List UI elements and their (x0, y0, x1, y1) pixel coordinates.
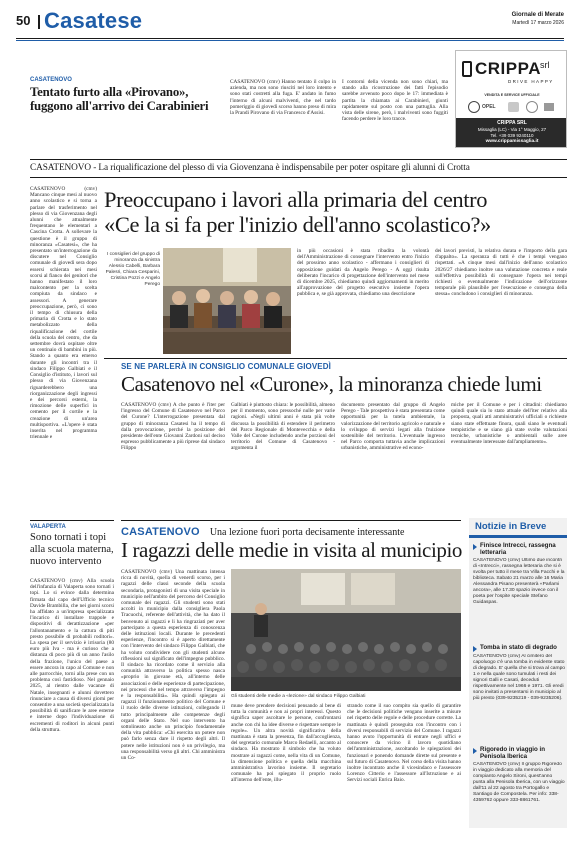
lavori-lead-column (30, 186, 97, 520)
lavori-col4-text: dei lavori previsti, la relativa durata e l'importo della gara d'appalto». La speranza di tutti è che i tempi vengano rispettati. «A cinque mesi dall'inizio dell'anno scolastico 2026/27 chiediamo inoltre una valutazione concreta e reale sull'effettiva possibilità di consegnare l'opera nei tempi richiesti o eventualmente l'indicazione dell'orizzonte temporale più plausibile per l'esecuzione e consegna della stessa» concludono i consiglieri di minoranza. (435, 248, 567, 298)
ad-tagline: DRIVE HAPPY (508, 79, 554, 84)
triangle-bullet-icon (473, 646, 477, 652)
ad-company: CRIPPA SRL (497, 120, 527, 126)
valaperta-rule (30, 520, 114, 521)
brief-item-3-title: Rigoredo in viaggio in Penisola Iberica (480, 746, 545, 761)
lavori-headline-2: «Ce la si fa per l'inizio dell'anno scolastico?» (104, 212, 491, 237)
lavori-col3-text: in più occasioni è stata ribadita la volontà dell'Amministrazione di consegnare l'intervento entro l'inizio del prossimo anno scolastico - affermano i consiglieri di opposizione guidati da Angelo Perego - A oggi risulta deliberato l'incarico di progettazione dell'intervento nel mese di dicembre 2025, chiediamo quindi aggiornamenti in merito all'approvazione del progetto esecutivo insieme l'opera pubblica e, se già approvata, chiediamo una descrizione (297, 248, 429, 298)
lavori-photo-caption (104, 252, 160, 332)
ad-logo: CRIPPA (475, 59, 541, 78)
lavori-caption-text: I consiglieri del gruppo di minoranza da sinistra Alessio Cabelli, Barbara Palesri, Chiara Cesparini, Cristina Pozzi e Angelo Perego (105, 252, 160, 287)
ad-logo-suffix: srl (540, 60, 550, 70)
curone-headline: Casatenovo nel «Curone», la minoranza chiede lumi (121, 372, 542, 396)
brief-item-1-body (473, 558, 565, 636)
lavori-lead-text: CASATENOVO (cmv) Mancano cinque mesi al nuovo anno scolastico e si torna a parlare del trasferimento nel plesso di via Giovenzana degli alunni che attualmente frequentano le elementari a Cascina Crotta. A sollevare la questione è il gruppo di minoranza «Casatesi», che ha presentato un'interrogazione da discutere nel Consiglio comunale di giovedì sera dopo essersi schierata nei mesi scorsi al fianco dei genitori che hanno manifestato il loro malcontento per la scelta compiuta da sindaco e assessori. A generare preoccupazione, però, ci sono il tempo di chiusura della primaria di Crotta e lo stato metabolizzato della riqualificazione del cortile della scuola del centro, che da settembre dovrà ospitare oltre un centinaio di bambini in più. Stando a quanto era emerso durante gli incontri tra il sindaco Filippo Galbiati e il Consiglio d'istituto, i lavori sul plesso di via Giovenzana riguarderebbero una riorganizzazione degli ingressi e dei percorsi esterni, la rimozione delle superfici in cemento per il cortile e la creazione di un'area multisportiva. «L'opere è stata inserita nel programma triennale e (30, 186, 97, 441)
header-rule-accent (16, 40, 564, 41)
curone-rule (104, 358, 567, 359)
curone-col1-text: CASATENOVO (cmv) A che punto è l'iter per l'ingresso del Comune di Casatenovo nel Parco del Curone? L'interrogazione presentata dal gruppo di minoranza Casatesi ha il tempo di dalla provocazione, perché la posizione del presidente dell'ente Giovanni Zardoni sul deciso espresso pubblicamente a più riprese dal sindaco Filippo (121, 402, 225, 452)
ad-address: Missaglia (LC) - Via 1° Maggio, 27 (477, 127, 547, 132)
curone-body-col4 (451, 402, 567, 490)
municipio-photo-image (231, 569, 461, 691)
brief-item-3-body (473, 762, 565, 828)
opel-logo-icon (468, 101, 480, 113)
strip-rule-bottom (30, 177, 567, 178)
lavori-body-col4 (435, 248, 567, 354)
valaperta-kicker: VALAPERTA (30, 524, 66, 530)
furto-body-col1 (230, 79, 336, 149)
brief-item-3 (473, 746, 565, 828)
section-title: Casatese (44, 8, 143, 33)
municipio-body-col1 (121, 569, 225, 829)
municipio-kicker: CASATENOVO (121, 526, 200, 538)
brief-item-3-heading (473, 746, 565, 760)
municipio-subkicker: Una lezione fuori porta decisamente interessante (209, 527, 405, 538)
strip-title: CASATENOVO - La riqualificazione del plesso di via Giovenzana è indispensabile per poter ospitare gli alunni di Crotta (30, 163, 470, 173)
ad-services: VENDITA E SERVICE UFFICIALE (484, 93, 540, 97)
municipio-body-col3 (231, 703, 341, 831)
strip-rule-top (30, 159, 567, 160)
municipio-col3-text: mune deve prendere decisioni pensando al bene di tutta la comunità e non ai propri interessi. Questo significa saper ascoltare le persone, confrontarsi anche con chi ha idee diverse e rispettare sempre le regole». Un altra novità significativa della mattinata è stata la presenza, fin dall'accoglienza, del segretario comunale Marco Redaelli, accanto al sindaco. Ha mostrato il simbolo che ha voluto mostrare ai ragazzi come, nella vita di un Comune, la dimensione politica e quella della macchina amministrativa lavorino insieme. Il segretario comunale ha poi spiegato il proprio ruolo all'interno dell'ente, illu- (231, 703, 341, 784)
brand-logo-2-icon (508, 102, 519, 112)
valaperta-body (30, 578, 114, 828)
curone-kicker: SE NE PARLERÀ IN CONSIGLIO COMUNALE GIOVEDÌ (121, 362, 331, 371)
ad-brand-logos (468, 101, 556, 115)
lavori-photo-image (163, 248, 291, 354)
valaperta-headline: Sono tornati i topi alla scuola materna, nuovo intervento (30, 532, 114, 567)
ad-logo-mark (462, 61, 472, 77)
furto-headline: Tentato furto alla «Pirovano», fuggono all'arrivo dei Carabinieri (30, 85, 209, 113)
brand-logo-3-icon (526, 101, 538, 113)
ad-website[interactable]: www.crippamissaglia.it (485, 139, 539, 144)
brief-title-rule (469, 535, 567, 538)
curone-col3-text: documento presentato dal gruppo di Angelo Perego - Tale prospettiva è stata presentata come opportunità per la tutela ambientale, la valorizzazione del territorio agricolo e naturale e lo sviluppo di servizi legati alla fruizione sostenibile del territorio. L'eventuale ingresso nel Parco comporta tuttavia anche implicazioni urbanistiche, amministrative ed econo- (341, 402, 445, 452)
opel-wordmark: OPEL (482, 104, 496, 110)
brand-logo-4-icon (544, 103, 554, 111)
curone-body-col2 (231, 402, 335, 490)
brief-item-2-body (473, 654, 565, 738)
municipio-col4-text: strando come il suo compito sia quello di garantire che le decisioni politiche vengano inserite a misure nel rispetto delle regole e delle procedure corrette. La mattinata è quindi proseguita con l'incontro con i diversi responsabili di servizio del Comune. I ragazzi hanno avuto l'opportunità di entrare negli uffici e conoscere da vicino il lavoro quotidiano dell'amministrazione, ascoltando le spiegazioni dei funzionari e ponendo domande dirette sul presente e sul futuro di Casatenovo. Nel corso della visita hanno inoltre incontrato anche il vicesindaco e l'assessore Lorenzo Citterio e l'assessore all'Istruzione e ai Servizi sociali Enrica Baio. (347, 703, 461, 784)
ad-phone: Tel. +39 039 9240110 (490, 133, 534, 138)
municipio-photo-caption: Gli studenti delle medie a «lezione» dal sindaco Filippo Galbiati (231, 694, 366, 699)
issue-date: Martedì 17 marzo 2026 (512, 20, 564, 26)
municipio-body-col4 (347, 703, 461, 831)
header-rule-thin (16, 38, 564, 39)
curone-body-col1 (121, 402, 225, 490)
paper-name: Giornale di Merate (511, 12, 564, 18)
brief-item-2-text: CASATENOVO (cmv) Al cimitero del capoluogo c'è una tomba in evidente stato di degrado. E' quella che si trova al campo 1 e nella quale sono tumulati i resti dei signori Galli e Casati, deceduti rispettivamente nel 1966 e 1971. Gli eredi sono invitati a presentarsi in municipio al più presto (039-9235219 - 039-9235206). (473, 654, 565, 701)
furto-body-col1-text: CASATENOVO (cmv) Hanno tentato il colpo in azienda, ma non sono riusciti nel loro intento e sono stati costretti alla fuga. E' andato in fumo l'interno di alcuni malviventi, che nel tardo pomeriggio di giovedì scorso hanno preso di mira la Prandi Pirovano di via Francesco d'Assisi. (230, 79, 336, 117)
curone-col4-text: miche per il Comune e per i cittadini: chiediamo quindi quale sia lo stato attuale dell'iter relativo alla proposta, quali atti amministrativi ufficiali o richieste siano state effettuate finora, quali siano le eventuali tempistiche e se siano già state svolte valutazioni tecniche, urbanistiche o ambientali sulle aree eventualmente interessate dall'ampliamento». (451, 402, 567, 446)
brief-item-2-heading (473, 644, 565, 652)
municipio-rule (121, 520, 461, 521)
brief-item-3-text: CASATENOVO (cmv) Il gruppo Rigoredo in viaggio dedicato alla memoria del compianto Angelo Sironi, quest'anno punta alla Penisola Iberica, con un viaggio dall'11 al 22 agosto tra Portogallo e Santiago de Compostela. Per info: 338-4359762 oppure 333-8861761. (473, 762, 565, 804)
municipio-headline: I ragazzi delle medie in visita al municipio (121, 538, 463, 562)
furto-body-col2 (342, 79, 448, 149)
brief-item-1-title: Finisce Intrecci, rassegna letteraria (480, 542, 556, 557)
brief-item-1 (473, 542, 565, 636)
brief-item-1-text: CASATENOVO (cmv) Ultimo due incontri di «Intrecci», rassegna letteraria che si è svolta per tutto il mese tra Villa Facchi e la biblioteca. Sabato 21 marzo alle 16 Maria Alessandra Pisano presenterà «Parlami ancora», alle 17.30 spazio invece con il poeta per l'ospite speciale Stefano Guidaspas. (473, 558, 565, 606)
triangle-bullet-icon (473, 544, 477, 550)
brief-title: Notizie in Breve (475, 521, 547, 532)
brief-item-1-heading (473, 542, 565, 556)
lavori-headline-1: Preoccupano i lavori alla primaria del centro (104, 187, 488, 212)
brief-sidebar (469, 518, 567, 828)
brief-item-2-title: Tomba in stato di degrado (480, 644, 557, 651)
header-divider-mark (38, 15, 40, 29)
lavori-body-col3 (297, 248, 429, 354)
furto-kicker: CASATENOVO (30, 77, 72, 83)
valaperta-body-text: CASATENOVO (cmv) Alla scuola dell'infanzia di Valaperta sono tornati i topi. Lo si evince dalla determina firmata dal capo dell'Ufficio tecnico Davide Brambilla, che nei giorni scorsi ha affidato a un'impresa specializzata l'incarico di installare trappole e dispositivi di derattizzazione «per l'allontanamento e la cattura di piti presto possibile di probabili roditori». La spesa per il servizio è irrisoria (80 euro più Iva - ma è curioso che a distanza di poco più di un anno l'asilo della frazione, l'unico del paese a essere ancora in capo al Comune e non alle parrocchie, torni alla prese con un problema così fastidioso. Nel gennaio 2025, al rientro dalle vacanze di Natale, insegnanti e alunni dovettero rinunciare a causa di diversi giorni per consentire a una società specializzata la possibilità di sanificare le aree esterne e interne dopo l'individuazione di escrementi di roditori in alcuni punti della struttura. (30, 578, 114, 733)
triangle-bullet-icon (473, 748, 477, 754)
municipio-col1-text: CASATENOVO (cmv) Una mattinata intensa ricca di novità, quella di venerdì scorso, per i ragazzi delle classi seconde della scuola secondaria, protagonisti di una visita speciale in municipio nell'ambito del percorso del Consiglio comunale dei ragazzi. Gli studenti sono stati accolti in municipio dalla consigliera Paola Tracuochi, referente dell'attività, che ha dato il benvenuto ai ragazzi e li ha ringraziati per aver partecipato a questa esperienza di conoscenza delle istituzioni locali. Durante le precedenti esperienze, l'incontro si è aperto direttamente con l'intervento del sindaco Filippo Galbiati, che ha voluto condividere con gli studenti alcune riflessioni sul significato dell'impegno pubblico. Il sindaco ha ricordato come il servizio alla comunità attraverso la politica spesso nasca «proprio in giovane età, all'interno delle associazioni e delle esperienze di partecipazione, nei processi che nel tempo attraverso l'impegno e la responsabilità». Ha quindi spiegato ai ragazzi il funzionamento politico del Comune e il ruolo delle diverse istituzioni, collegando il tutto principalmente alle competenze degli organi delle Stato. Nel suo intervento ha sottolineato anche un principio fondamentale della vita pubblica: «Chi esercita un potere non può farlo senza dare il rispetto degli altri. Il potere nelle istituzioni non è un privilegio, ma una responsabilità verso gli altri. Chi amministra un Co- (121, 569, 225, 762)
furto-body-col2-text: I contorni della vicenda non sono chiari, ma stando alla ricostruzione dei fatti l'episodio sarebbe avvenuto poco dopo le 17: immediata è partita la chiamata ai Carabinieri, giunti rapidamente sul posto con una pattuglia. Alla vista delle sirene, però, i malviventi sono fuggiti facendo perdere le loro tracce. (342, 79, 448, 123)
curone-col2-text: Galbiati è piuttosto chiara: le possibilità, almeno per il momento, sono pressoché nulle per varie ragioni. «Negli ultimi anni è stata più volte discussa la possibilità di estendere il perimetro del Parco Regionale di Montevecchia e della Valle del Curone includendo anche porzioni del territorio del Comune di Casatenovo - argomenta il (231, 402, 335, 452)
lavori-photo[interactable] (163, 248, 291, 354)
curone-body-col3 (341, 402, 445, 490)
municipio-photo[interactable] (231, 569, 461, 691)
ad-crippa[interactable] (455, 50, 567, 148)
brief-item-2 (473, 644, 565, 738)
page-number: 50 (16, 13, 31, 28)
page-header (16, 7, 564, 41)
municipio-kicker-line (121, 522, 461, 536)
